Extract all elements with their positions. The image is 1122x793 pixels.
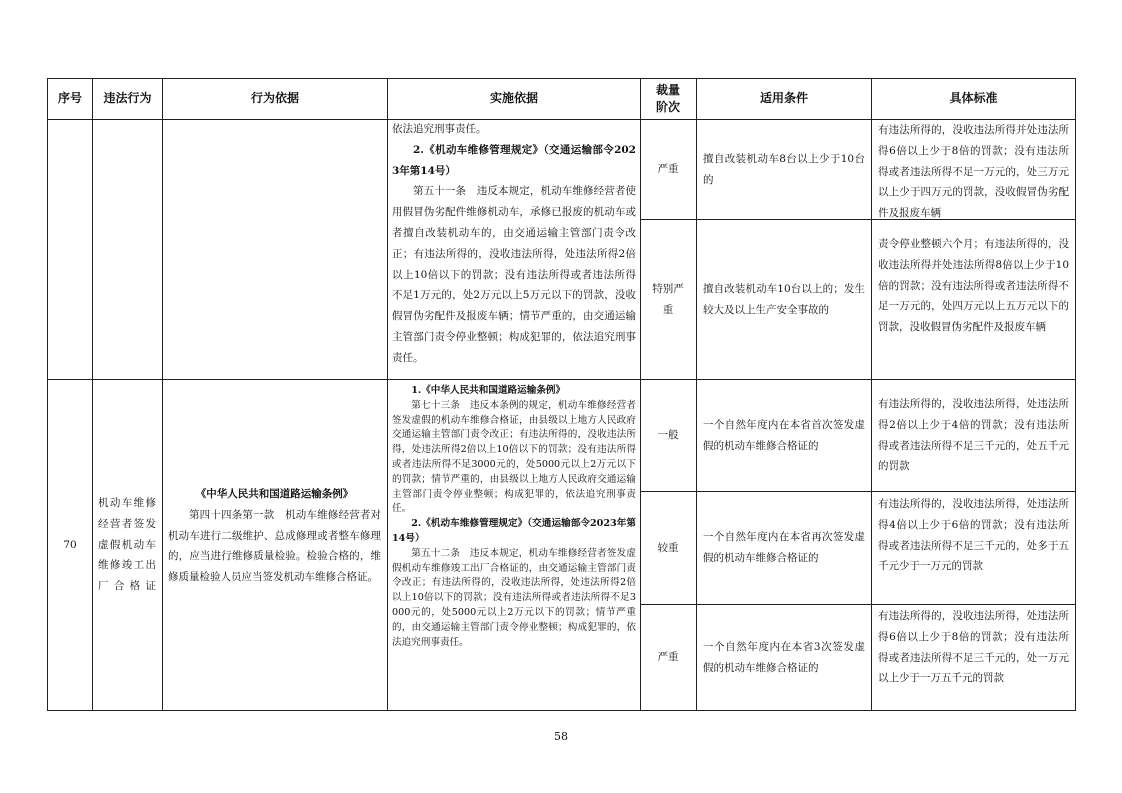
header-no: 序号 xyxy=(57,91,82,106)
standard-cell: 有违法所得的，没收违法所得并处违法所得6倍以上少于8倍的罚款；没有违法所得或者违法所得不足一万元的，处三万元以上少于四万元的罚款，没收假冒伪劣配件及报废车辆 xyxy=(878,124,1069,220)
basis-cell xyxy=(168,484,381,588)
level-cell: 较重 xyxy=(657,541,679,554)
level-cell: 严重 xyxy=(657,163,679,176)
row-number: 70 xyxy=(63,538,77,551)
implementation-article: 第五十二条 违反本规定，机动车维修经营者签发虚假机动车维修竣工出厂合格证的，由交通运输主管部门责令改正；有违法所得的，没收违法所得，处违法所得2倍以上10倍以下的罚款；没有违法所得或者违法所得不足3000元的，处5000元以上2万元以下的罚款；情节严重的，由交通运输主管部门责令停业整顿；构成犯罪的，依法追究刑事责任。 xyxy=(392,547,636,648)
level-cell: 特别严重 xyxy=(652,282,684,316)
condition-cell xyxy=(703,380,865,491)
level-cell: 一般 xyxy=(657,429,679,442)
regulation-title: 1.《中华人民共和国道路运输条例》 xyxy=(411,385,566,396)
condition-text: 擅自改装机动车10台以上的；发生较大及以上生产安全事故的 xyxy=(703,282,865,316)
standard-cell: 有违法所得的，没收违法所得，处违法所得6倍以上少于8倍的罚款；没有违法所得或者违法所得不足三千元的，处一万元以上少于一万五千元的罚款 xyxy=(878,610,1069,685)
basis-article: 第四十四条第一款 机动车维修经营者对机动车进行二级维护、总成修理或者整车修理的，应当进行维修质量检验。检验合格的，维修质量检验人员应当签发机动车维修合格证。 xyxy=(168,508,381,584)
implementation-article: 第五十一条 违反本规定，机动车维修经营者使用假冒伪劣配件维修机动车，承修已报废的机动车或者擅自改装机动车的，由交通运输主管部门责令改正；有违法所得的，没收违法所得，处违法所得2倍以上10倍以下的罚款；没有违法所得或者违法所得不足1万元的，处2万元以上5万元以下的罚款，没收假冒伪劣配件及报废车辆；情节严重的，由交通运输主管部门责令停业整顿；构成犯罪的，依法追究刑事责任。 xyxy=(392,185,636,364)
header-standard: 具体标准 xyxy=(949,91,998,106)
condition-cell xyxy=(703,120,865,219)
header-violation: 违法行为 xyxy=(103,91,152,106)
violation-cell xyxy=(98,380,156,710)
header-condition: 适用条件 xyxy=(759,91,808,106)
implementation-line: 依法追究刑事责任。 xyxy=(392,123,487,135)
level-cell: 严重 xyxy=(657,651,679,664)
regulation-title: 2.《机动车维修管理规定》（交通运输部令2023年第14号） xyxy=(392,143,636,177)
header-level: 裁量阶次 xyxy=(655,82,680,114)
condition-text: 擅自改装机动车8台以上少于10台的 xyxy=(703,152,865,186)
implementation-article: 第七十三条 违反本条例的规定，机动车维修经营者签发虚假的机动车维修合格证，由县级以上地方人民政府交通运输主管部门责令改正；有违法所得的，没收违法所得，处违法所得2倍以上10倍以下的罚款；没有违法所得或者违法所得不足3000元的，处5000元以上2万元以下的罚款；情节严重的，由县级以上地方人民政府交通运输主管部门责令停业整顿；构成犯罪的，依法追究刑事责任。 xyxy=(392,399,636,515)
basis-title: 《中华人民共和国道路运输条例》 xyxy=(195,488,354,500)
condition-text: 一个自然年度内在本省首次签发虚假的机动车维修合格证的 xyxy=(703,418,865,452)
condition-cell xyxy=(703,492,865,604)
standard-cell: 有违法所得的，没收违法所得，处违法所得2倍以上少于4倍的罚款；没有违法所得或者违法所得不足三千元的，处五千元的罚款 xyxy=(878,398,1069,473)
condition-cell xyxy=(703,605,865,710)
standard-cell: 有违法所得的，没收违法所得，处违法所得4倍以上少于6倍的罚款；没有违法所得或者违法所得不足三千元的，处多于五千元少于一万元的罚款 xyxy=(878,498,1069,573)
header-implementation: 实施依据 xyxy=(489,91,538,106)
regulation-title: 2.《机动车维修管理规定》（交通运输部令2023年第14号） xyxy=(392,518,636,544)
page-number: 58 xyxy=(554,730,568,743)
condition-text: 一个自然年度内在本省再次签发虚假的机动车维修合格证的 xyxy=(703,531,865,564)
implementation-text xyxy=(392,384,636,650)
violation-text: 机动车维修经营者签发虚假机动车维修竣工出厂合格证 xyxy=(98,497,156,593)
implementation-text xyxy=(392,119,636,369)
header-basis: 行为依据 xyxy=(250,91,299,106)
condition-text: 一个自然年度内在本省3次签发虚假的机动车维修合格证的 xyxy=(703,640,865,674)
condition-cell xyxy=(703,220,865,379)
standard-cell: 责令停业整顿六个月；有违法所得的，没收违法所得并处违法所得8倍以上少于10倍的罚款；没有违法所得或者违法所得不足一万元的，处四万元以上五万元以下的罚款，没收假冒伪劣配件及报废车辆 xyxy=(878,238,1069,334)
